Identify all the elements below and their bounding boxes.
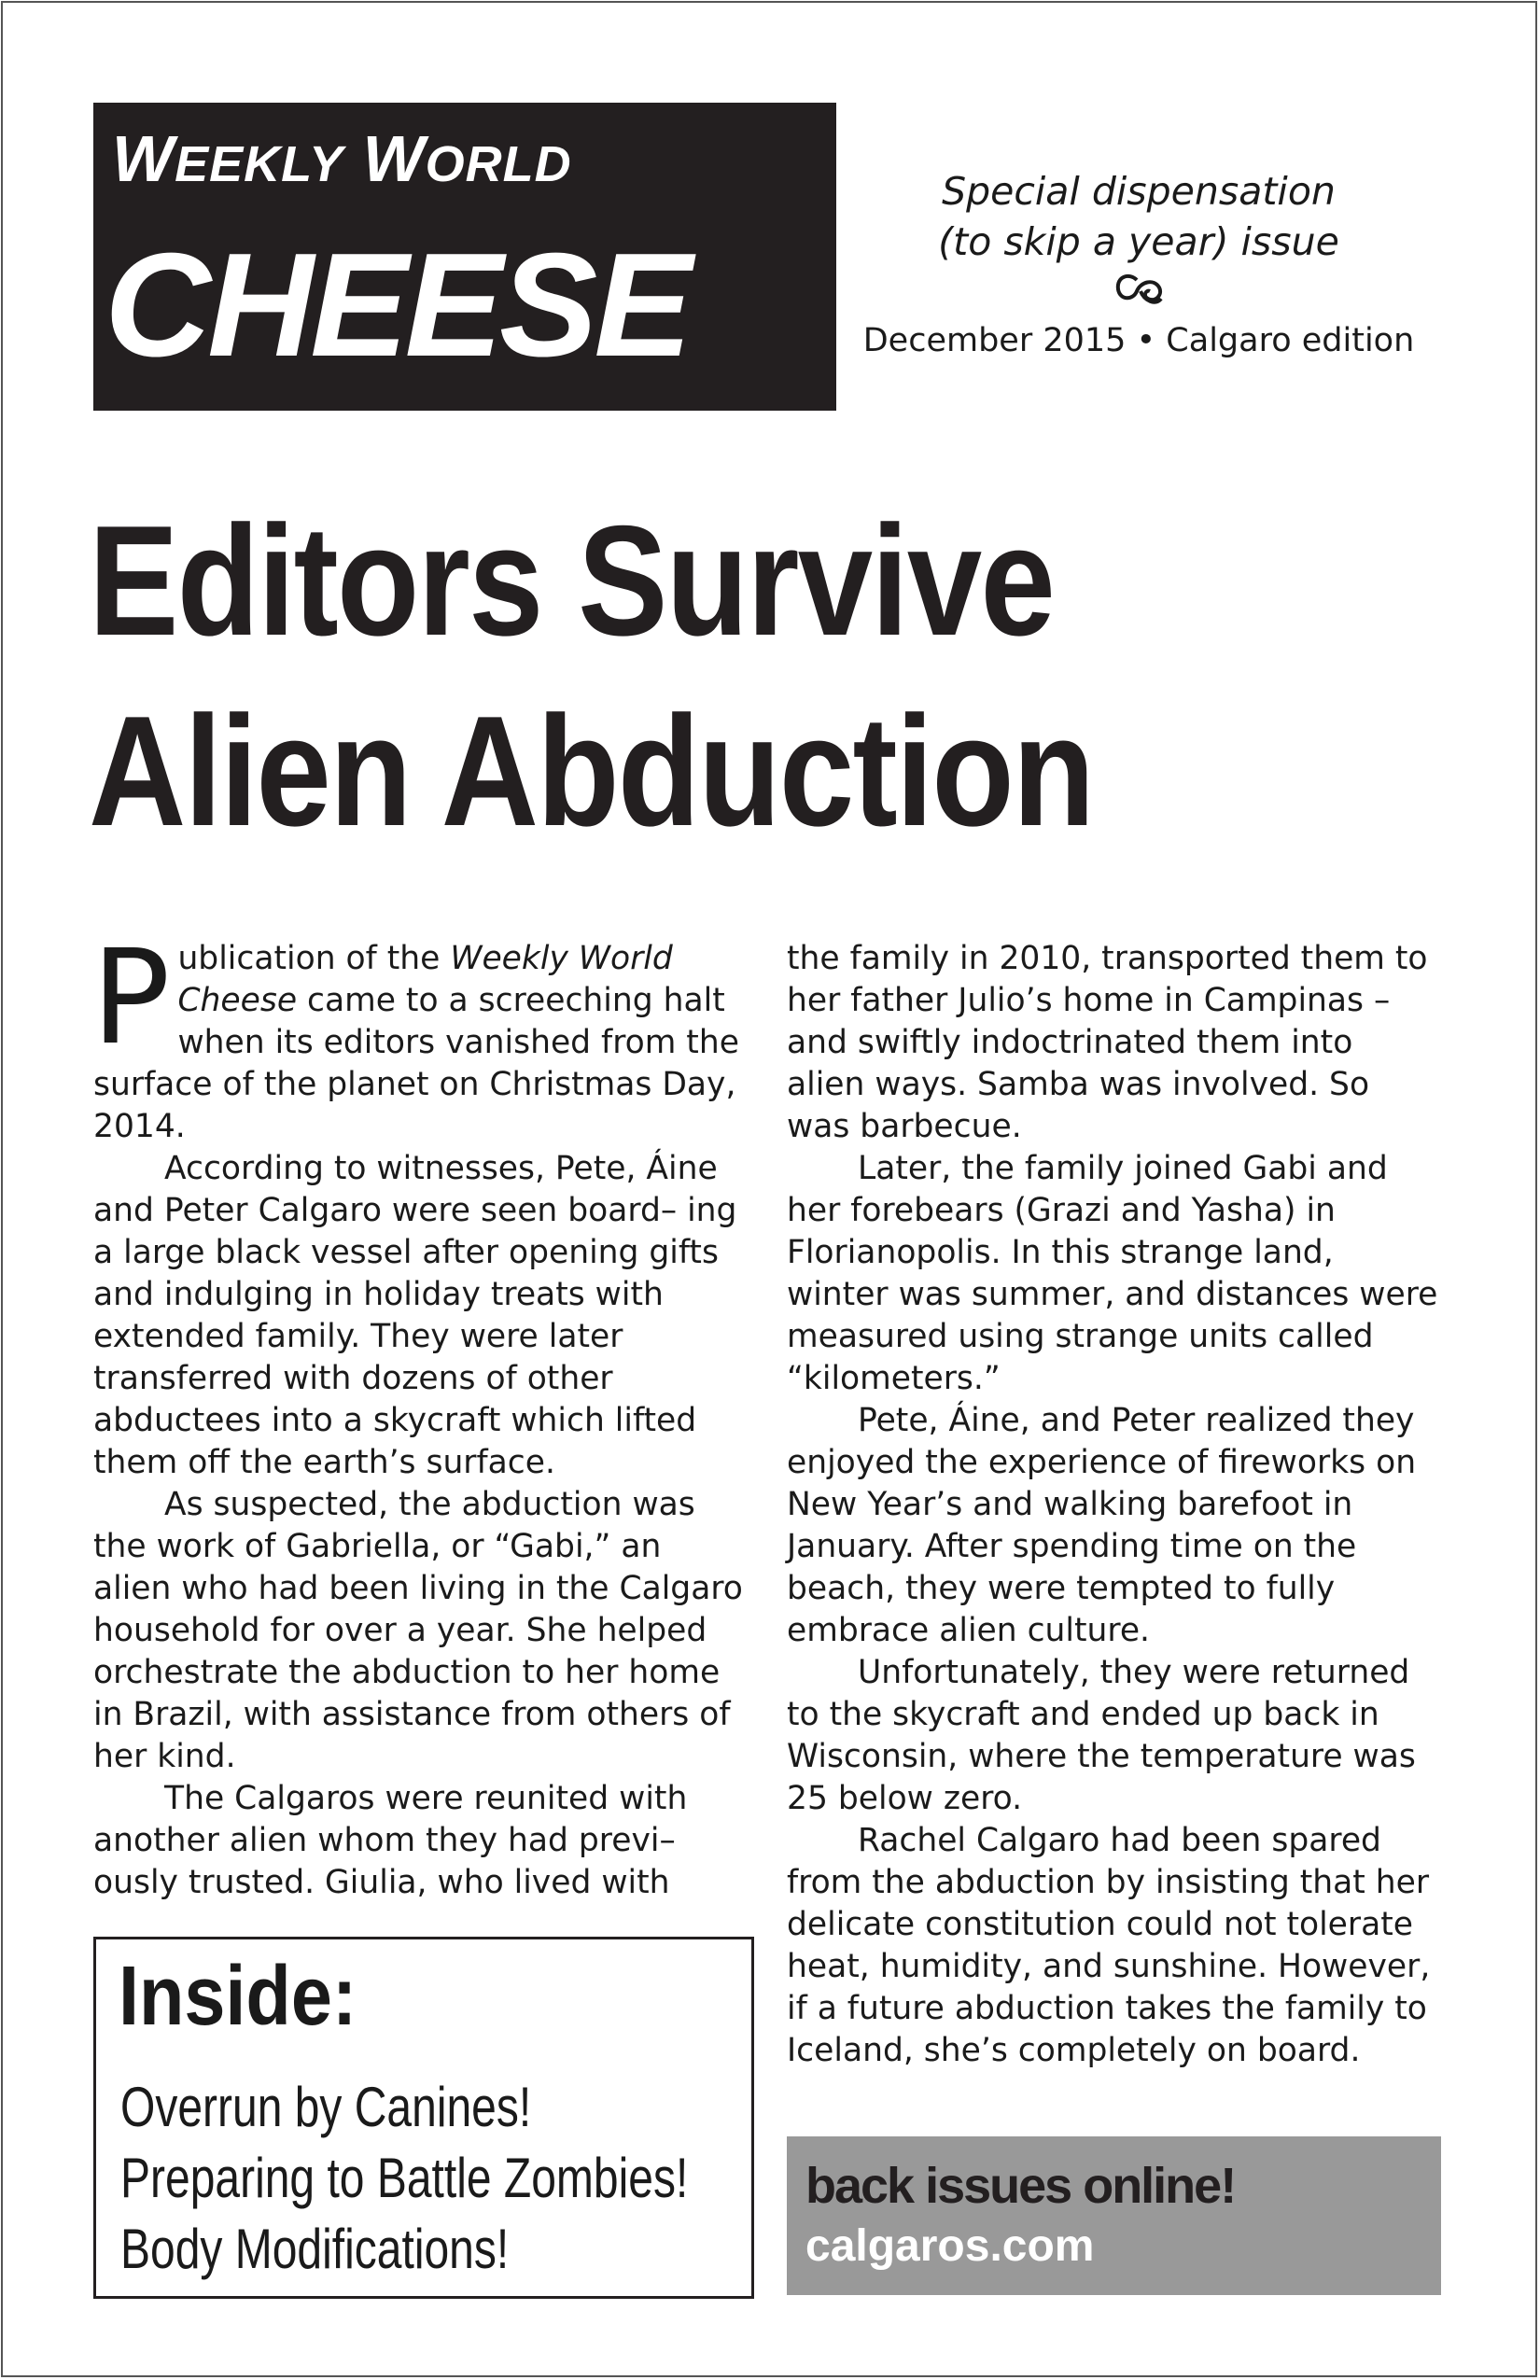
inside-item: Overrun by Canines! bbox=[120, 2076, 532, 2138]
article-column-right bbox=[787, 938, 1440, 2072]
article-column-left bbox=[91, 922, 747, 1904]
back-issues-link[interactable]: calgaros.com bbox=[805, 2221, 1095, 2271]
article-paragraph: According to witnesses, Pete, Áine and Peter Calgaro were seen board– ing a large black vessel after opening gifts and indulging in holiday treats with extended family. They were later transferred with dozens of other abductees into a skycraft which lifted them off the earth’s surface. bbox=[93, 1150, 737, 1481]
issue-date: December 2015 • Calgaro edition bbox=[862, 322, 1415, 359]
headline bbox=[89, 485, 1277, 866]
masthead-logo bbox=[93, 103, 836, 411]
inside-item: Preparing to Battle Zombies! bbox=[120, 2147, 689, 2209]
back-issues-box bbox=[787, 2136, 1441, 2295]
article-paragraph: The Calgaros were reunited with another alien whom they had previ– ously trusted. Giulia, who lived with bbox=[93, 1780, 688, 1901]
article-paragraph: the family in 2010, transported them to her father Julio’s home in Campinas – and swiftly indoctrinated them into alien ways. Samba was involved. So was barbecue. bbox=[787, 940, 1428, 1145]
issue-subtitle-line1: Special dispensation bbox=[942, 169, 1336, 214]
headline-line2: Alien Abduction bbox=[89, 683, 1094, 859]
article-paragraph: As suspected, the abduction was the work of Gabriella, or “Gabi,” an alien who had been living in the Calgaro household for over a year. She helped orchestrate the abduction to her home in Brazil, with assistance from others of her kind. bbox=[93, 1486, 743, 1775]
issue-subtitle-line2: (to skip a year) issue bbox=[938, 219, 1339, 264]
drop-cap: P bbox=[91, 922, 171, 1074]
article-paragraph: Later, the family joined Gabi and her forebears (Grazi and Yasha) in Florianopolis. In this strange land, winter was summer, and distances were measured using strange units called “kilometers.” bbox=[787, 1150, 1438, 1397]
article-paragraph: Publication of the Weekly World Cheese came to a screeching halt when its editors vanished from the surface of the planet on Christmas Day, 2014. bbox=[91, 922, 739, 1145]
article-paragraph: Pete, Áine, and Peter realized they enjoyed the experience of fireworks on New Year’s and walking barefoot in January. After spending time on the beach, they were tempted to fully embrace alien culture. bbox=[787, 1402, 1417, 1649]
issue-info bbox=[849, 166, 1428, 361]
masthead-title-line2: CHEESE bbox=[105, 223, 689, 387]
publication-name: Weekly World Cheese bbox=[177, 940, 673, 1019]
inside-box bbox=[93, 1937, 754, 2299]
back-issues-heading: back issues online! bbox=[805, 2158, 1236, 2214]
inside-item: Body Modifications! bbox=[120, 2218, 510, 2280]
masthead-title-line1: WEEKLY WORLD bbox=[112, 122, 572, 195]
headline-line1: Editors Survive bbox=[89, 493, 1055, 668]
article-paragraph: Unfortunately, they were returned to the skycraft and ended up back in Wisconsin, where the temperature was 25 below zero. bbox=[787, 1654, 1416, 1817]
ornament-icon bbox=[849, 271, 1428, 320]
inside-title: Inside: bbox=[119, 1950, 357, 2043]
article-paragraph: Rachel Calgaro had been spared from the abduction by insisting that her delicate constitution could not tolerate heat, humidity, and sunshine. However, if a future abduction takes the family to Iceland, she’s completely on board. bbox=[787, 1822, 1431, 2069]
